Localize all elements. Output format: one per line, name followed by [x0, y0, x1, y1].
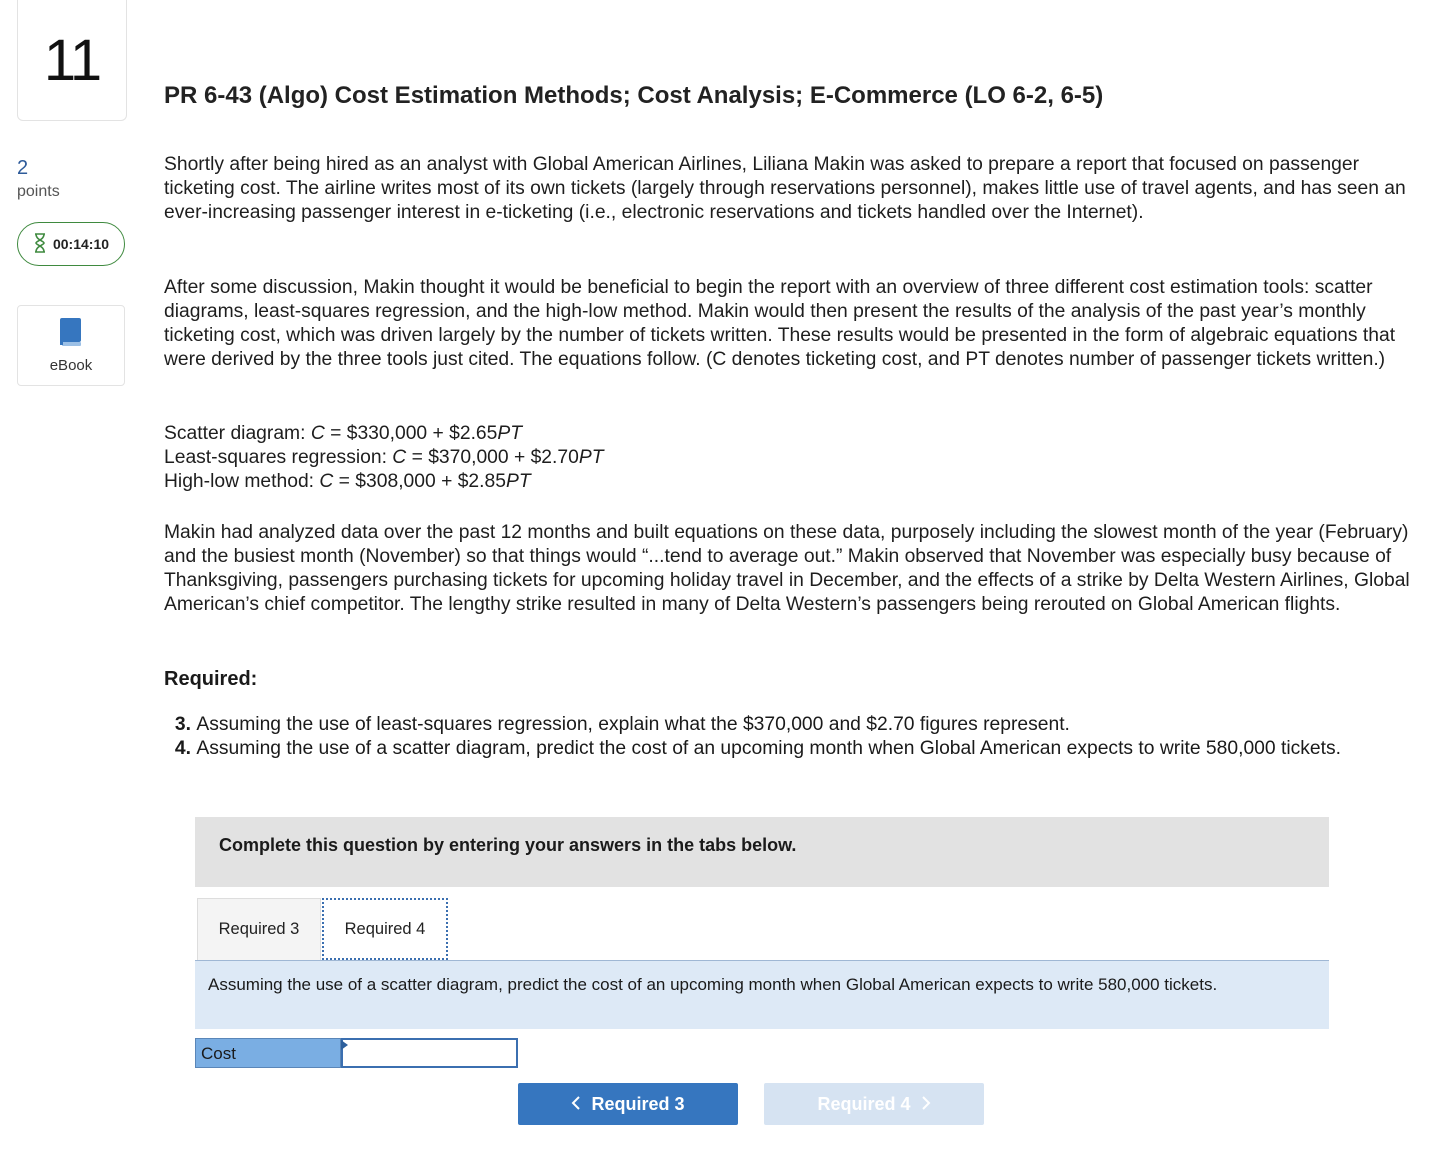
next-required-button[interactable] [764, 1083, 984, 1125]
cost-label: Cost [195, 1038, 341, 1068]
answer-panel-header: Complete this question by entering your answers in the tabs below. [195, 817, 1329, 887]
points-value: 2 [17, 157, 29, 179]
previous-required-button[interactable] [518, 1083, 738, 1125]
previous-button-label: Required 3 [591, 1093, 685, 1114]
tab-required-4[interactable]: Required 4 [322, 898, 448, 960]
chevron-right-icon [921, 1094, 931, 1115]
ebook-button[interactable] [17, 305, 125, 386]
paragraph-analysis: Makin had analyzed data over the past 12 months and built equations on these data, purposely including the slowest month of the year (February) and the busiest month (November) so that things would “...tend to average out.” Makin observed that November was especially busy because of Thanksgiving, passengers purchasing tickets for upcoming holiday travel in December, and the effects of a strike by Delta Western Airlines, Global American’s chief competitor. The lengthy strike resulted in many of Delta Western’s passengers being rerouted on Global American flights. [164, 522, 1410, 615]
equation-high-low: High-low method: C = $308,000 + $2.85PT [164, 471, 531, 492]
paragraph-tools: After some discussion, Makin thought it would be beneficial to begin the report with an overview of three different cost estimation tools: scatter diagrams, least-squares regression, and the high-low method. Makin would then present the results of the analysis of the past year’s monthly ticketing cost, which was driven largely by the number of tickets written. These results would be presented in the form of algebraic equations that were derived by the three tools just cited. The equations follow. (C denotes ticketing cost, and PT denotes number of passenger tickets written.) [164, 277, 1396, 370]
hourglass-icon [33, 233, 47, 256]
book-icon [59, 317, 83, 351]
cost-input[interactable] [341, 1038, 518, 1068]
paragraph-intro: Shortly after being hired as an analyst with Global American Airlines, Liliana Makin was asked to prepare a report that focused on passenger ticketing cost. The airline writes most of its own tickets (largely through reservations personnel), makes little use of travel agents, and has seen an ever-increasing passenger interest in e-ticketing (i.e., electronic reservations and tickets handled over the Internet). [164, 154, 1406, 223]
equation-least-squares: Least-squares regression: C = $370,000 + $2.70PT [164, 447, 604, 468]
next-button-label: Required 4 [817, 1093, 911, 1114]
question-number: 11 [17, 0, 127, 121]
timer-text: 00:14:10 [52, 236, 110, 252]
ebook-label: eBook [49, 357, 93, 374]
tab-required-3[interactable]: Required 3 [197, 898, 321, 960]
required-item: 3. Assuming the use of least-squares regression, explain what the $370,000 and $2.70 figures represent. [174, 714, 1070, 735]
chevron-left-icon [571, 1094, 581, 1115]
equations [164, 422, 1422, 494]
required-list [164, 713, 1404, 761]
cell-marker-icon [341, 1040, 348, 1050]
equation-scatter: Scatter diagram: C = $330,000 + $2.65PT [164, 423, 523, 444]
tab-instruction: Assuming the use of a scatter diagram, predict the cost of an upcoming month when Global American expects to write 580,000 tickets. [195, 961, 1329, 1029]
required-heading: Required: [164, 668, 258, 690]
timer[interactable] [17, 222, 125, 266]
required-item: 4. Assuming the use of a scatter diagram, predict the cost of an upcoming month when Global American expects to write 580,000 tickets. [174, 738, 1341, 759]
points-label: points [17, 183, 60, 200]
page-title: PR 6-43 (Algo) Cost Estimation Methods; Cost Analysis; E-Commerce (LO 6-2, 6-5) [164, 82, 1104, 109]
